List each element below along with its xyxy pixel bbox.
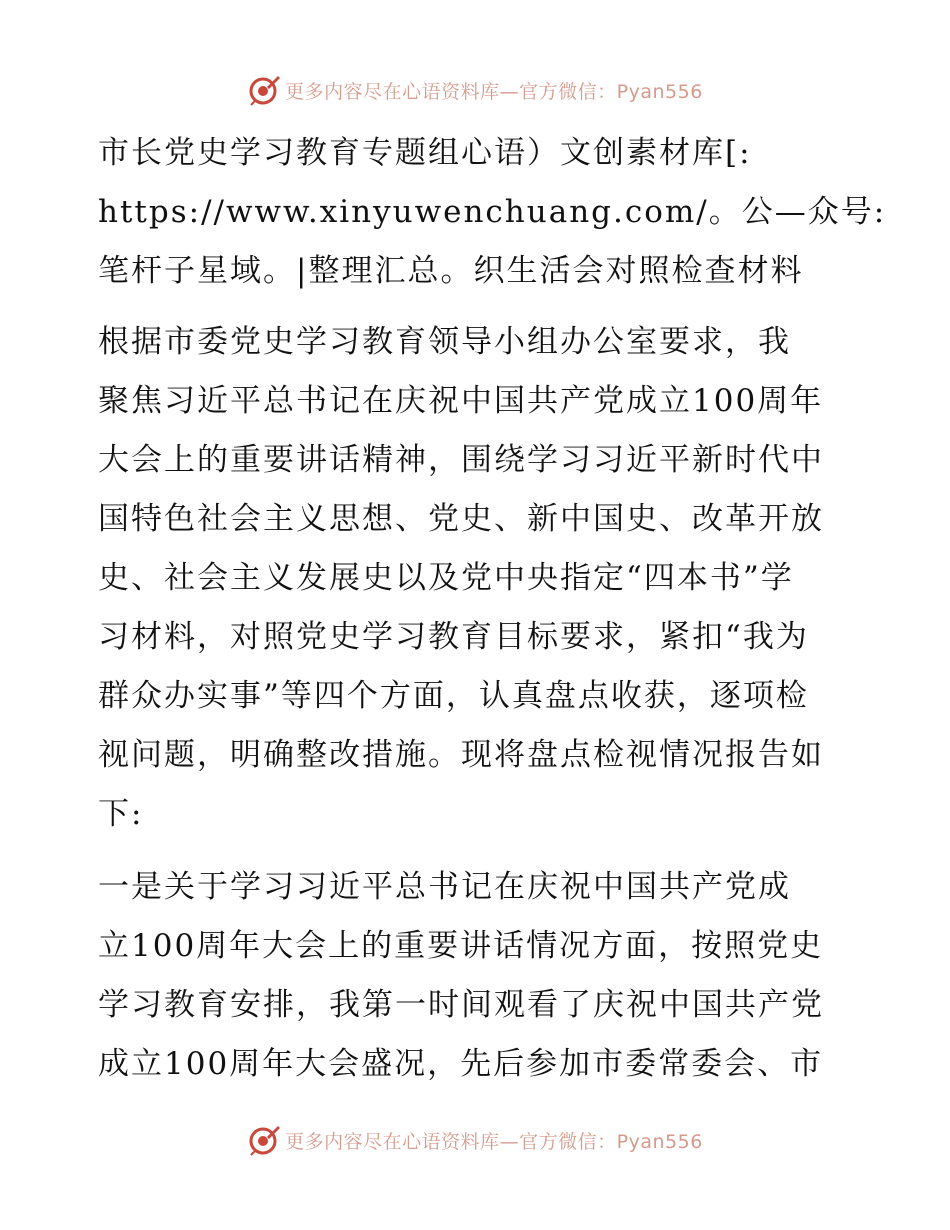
paragraph-1 xyxy=(98,313,858,844)
text-line: 根据市委党史学习教育领导小组办公室要求，我 xyxy=(98,324,791,360)
text-line: 大会上的重要讲话精神，围绕学习习近平新时代中 xyxy=(98,442,824,478)
header-banner xyxy=(0,70,950,110)
text-line: 笔杆子星域。|整理汇总。织生活会对照检查材料 xyxy=(98,253,804,289)
text-line: 国特色社会主义思想、党史、新中国史、改革开放 xyxy=(98,501,824,537)
text-line: 群众办实事”等四个方面，认真盘点收获，逐项检 xyxy=(98,678,809,714)
header-banner-text: 更多内容尽在心语资料库—官方微信：Pyan556 xyxy=(285,80,703,103)
pen-logo-icon xyxy=(247,1123,281,1157)
footer-banner xyxy=(0,1120,950,1160)
source-link: https://www.xinyuwenchuang.com/。公—众号: xyxy=(98,194,887,230)
text-line: 一是关于学习习近平总书记在庆祝中国共产党成 xyxy=(98,869,791,905)
pen-logo-icon xyxy=(247,73,281,107)
text-line: 市长党史学习教育专题组心语）文创素材库[: xyxy=(98,135,752,171)
text-line: 史、社会主义发展史以及党中央指定“四本书”学 xyxy=(98,560,794,596)
footer-banner-text: 更多内容尽在心语资料库—官方微信：Pyan556 xyxy=(285,1130,703,1153)
text-line: 成立100周年大会盛况，先后参加市委常委会、市 xyxy=(98,1046,824,1082)
text-line: 学习教育安排，我第一时间观看了庆祝中国共产党 xyxy=(98,987,824,1023)
title-block xyxy=(98,124,887,301)
text-line: 下: xyxy=(98,796,144,832)
text-line: 立100周年大会上的重要讲话情况方面，按照党史 xyxy=(98,928,824,964)
text-line: 习材料，对照党史学习教育目标要求，紧扣“我为 xyxy=(98,619,809,655)
text-line: 聚焦习近平总书记在庆祝中国共产党成立100周年 xyxy=(98,383,824,419)
paragraph-2 xyxy=(98,858,858,1094)
document-body xyxy=(98,124,887,1094)
text-line: 视问题，明确整改措施。现将盘点检视情况报告如 xyxy=(98,737,824,773)
